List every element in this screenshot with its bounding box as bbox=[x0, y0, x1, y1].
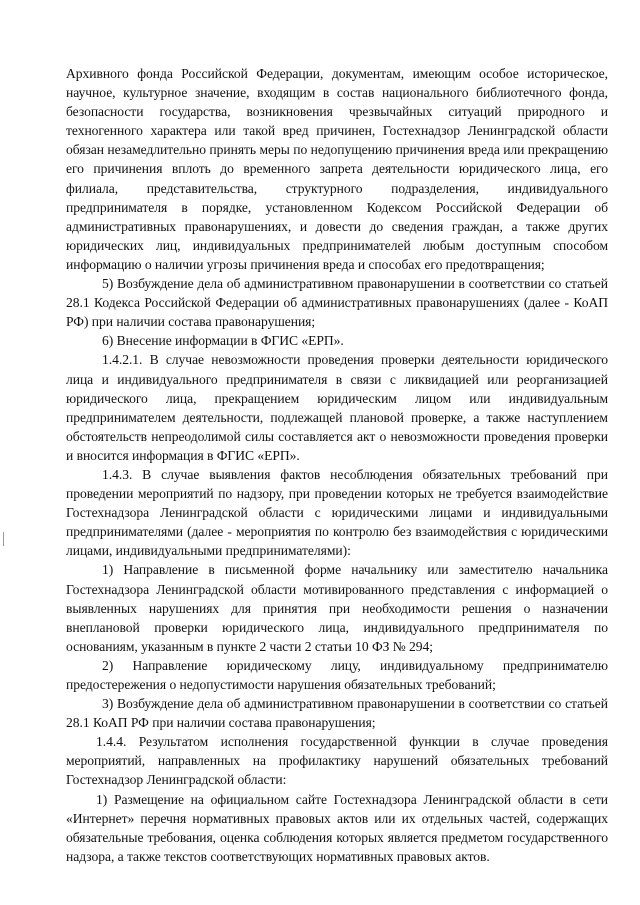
paragraph-item-5-case-initiation: 5) Возбуждение дела об административном правонарушении в соответствии со статьей 28.1 Кодекса Российской Федерации об административных правонарушениях (далее - КоАП РФ) при наличии состава правонарушения; bbox=[66, 276, 608, 330]
paragraph-1-4-3-item-1: 1) Направление в письменной форме начальнику или заместителю начальника Гостехнадзора Ленинградской области мотивированного представления с информацией о выявленных нарушениях для принятия при необходимости решения о назначении внеплановой проверки юридического лица, индивидуального предпринимателя по основаниям, указанным в пункте 2 части 2 статьи 10 ФЗ № 294; bbox=[66, 562, 608, 654]
document-page bbox=[66, 64, 608, 866]
paragraph-1-4-3-violations: 1.4.3. В случае выявления фактов несоблюдения обязательных требований при проведении мероприятий по надзору, при проведении которых не требуется взаимодействие Гостехнадзора Ленинградской области с юридическими лицами и индивидуальными предпринимателями (далее - мероприятия по контролю без взаимодействия с юридическими лицами, индивидуальными предпринимателями): bbox=[66, 466, 608, 559]
paragraph-1-4-2-1-impossibility: 1.4.2.1. В случае невозможности проведения проверки деятельности юридического лица и индивидуального предпринимателя в связи с ликвидацией или реорганизацией юридического лица, прекращением юридическим лицом или индивидуальным предпринимателем деятельности, подлежащей плановой проверке, а также наступлением обстоятельств непреодолимой силы составляется акт о невозможности проведения проверки и вносится информация в ФГИС «ЕРП». bbox=[66, 352, 608, 463]
paragraph-1-4-4-result: 1.4.4. Результатом исполнения государственной функции в случае проведения мероприятий, направленных на профилактику нарушений обязательных требований Гостехнадзор Ленинградской области: bbox=[66, 734, 608, 788]
paragraph-1-4-3-item-3: 3) Возбуждение дела об административном правонарушении в соответствии со статьей 28.1 КоАП РФ при наличии состава правонарушения; bbox=[66, 696, 608, 731]
paragraph-1-4-3-item-2: 2) Направление юридическому лицу, индивидуальному предпринимателю предостережения о недопустимости нарушения обязательных требований; bbox=[66, 657, 608, 692]
scan-artifact-mark bbox=[3, 532, 4, 546]
paragraph-1-4-4-item-1: 1) Размещение на официальном сайте Гостехнадзора Ленинградской области в сети «Интернет» перечня нормативных правовых актов или их отдельных частей, содержащих обязательные требования, оценка соблюдения которых является предметом государственного надзора, а также текстов соответствующих нормативных правовых актов. bbox=[66, 791, 608, 864]
paragraph-item-6-fgis-erp: 6) Внесение информации в ФГИС «ЕРП». bbox=[102, 333, 344, 349]
paragraph-harm-prevention-continued: Архивного фонда Российской Федерации, документам, имеющим особое историческое, научное, культурное значение, входящим в состав национального библиотечного фонда, безопасности государства, возникновения чрезвычайных ситуаций природного и техногенного характера или такой вред причинен, Гостехнадзор Ленинградской области обязан незамедлительно принять меры по недопущению причинения вреда или прекращению его причинения вплоть до временного запрета деятельности юридического лица, его филиала, представительства, структурного подразделения, индивидуального предпринимателя в порядке, установленном Кодексом Российской Федерации об административных правонарушениях, и довести до сведения граждан, а также других юридических лиц, индивидуальных предпринимателей любым доступным способом информацию о наличии угрозы причинения вреда и способах его предотвращения; bbox=[66, 66, 608, 272]
